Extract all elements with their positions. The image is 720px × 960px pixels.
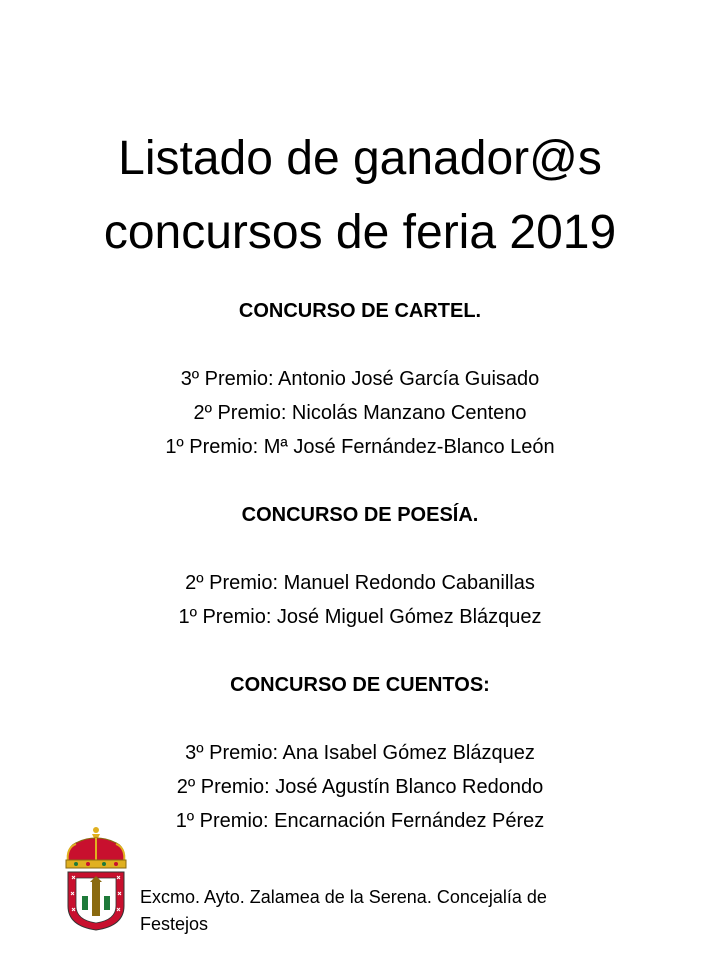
section-heading-poesia: CONCURSO DE POESÍA. xyxy=(241,504,479,526)
prize-line: 1º Premio: Encarnación Fernández Pérez xyxy=(175,810,545,832)
prize-line: 2º Premio: José Agustín Blanco Redondo xyxy=(176,776,544,798)
spacer xyxy=(0,464,720,498)
footer-line-2: Festejos xyxy=(140,914,209,934)
footer-line-1: Excmo. Ayto. Zalamea de la Serena. Concejalía de xyxy=(140,887,547,907)
prize-line: 2º Premio: Nicolás Manzano Centeno xyxy=(193,402,527,424)
winners-list xyxy=(0,294,720,838)
spacer xyxy=(0,532,720,566)
document-title xyxy=(0,122,720,270)
title-line-1: Listado de ganador@s xyxy=(118,132,602,185)
prize-line: 1º Premio: José Miguel Gómez Blázquez xyxy=(178,606,542,628)
footer-credit xyxy=(140,884,640,938)
section-heading-cuentos: CONCURSO DE CUENTOS: xyxy=(230,674,490,696)
title-line-2: concursos de feria 2019 xyxy=(103,206,617,259)
crown-icon xyxy=(66,827,126,868)
shield-icon xyxy=(68,872,124,930)
spacer xyxy=(0,634,720,668)
prize-line: 3º Premio: Ana Isabel Gómez Blázquez xyxy=(185,742,535,764)
coat-of-arms-icon xyxy=(62,826,130,932)
prize-line: 3º Premio: Antonio José García Guisado xyxy=(180,368,540,390)
prize-line: 2º Premio: Manuel Redondo Cabanillas xyxy=(185,572,535,594)
section-heading-cartel: CONCURSO DE CARTEL. xyxy=(238,300,482,322)
spacer xyxy=(0,702,720,736)
spacer xyxy=(0,328,720,362)
prize-line: 1º Premio: Mª José Fernández-Blanco León xyxy=(165,436,555,458)
